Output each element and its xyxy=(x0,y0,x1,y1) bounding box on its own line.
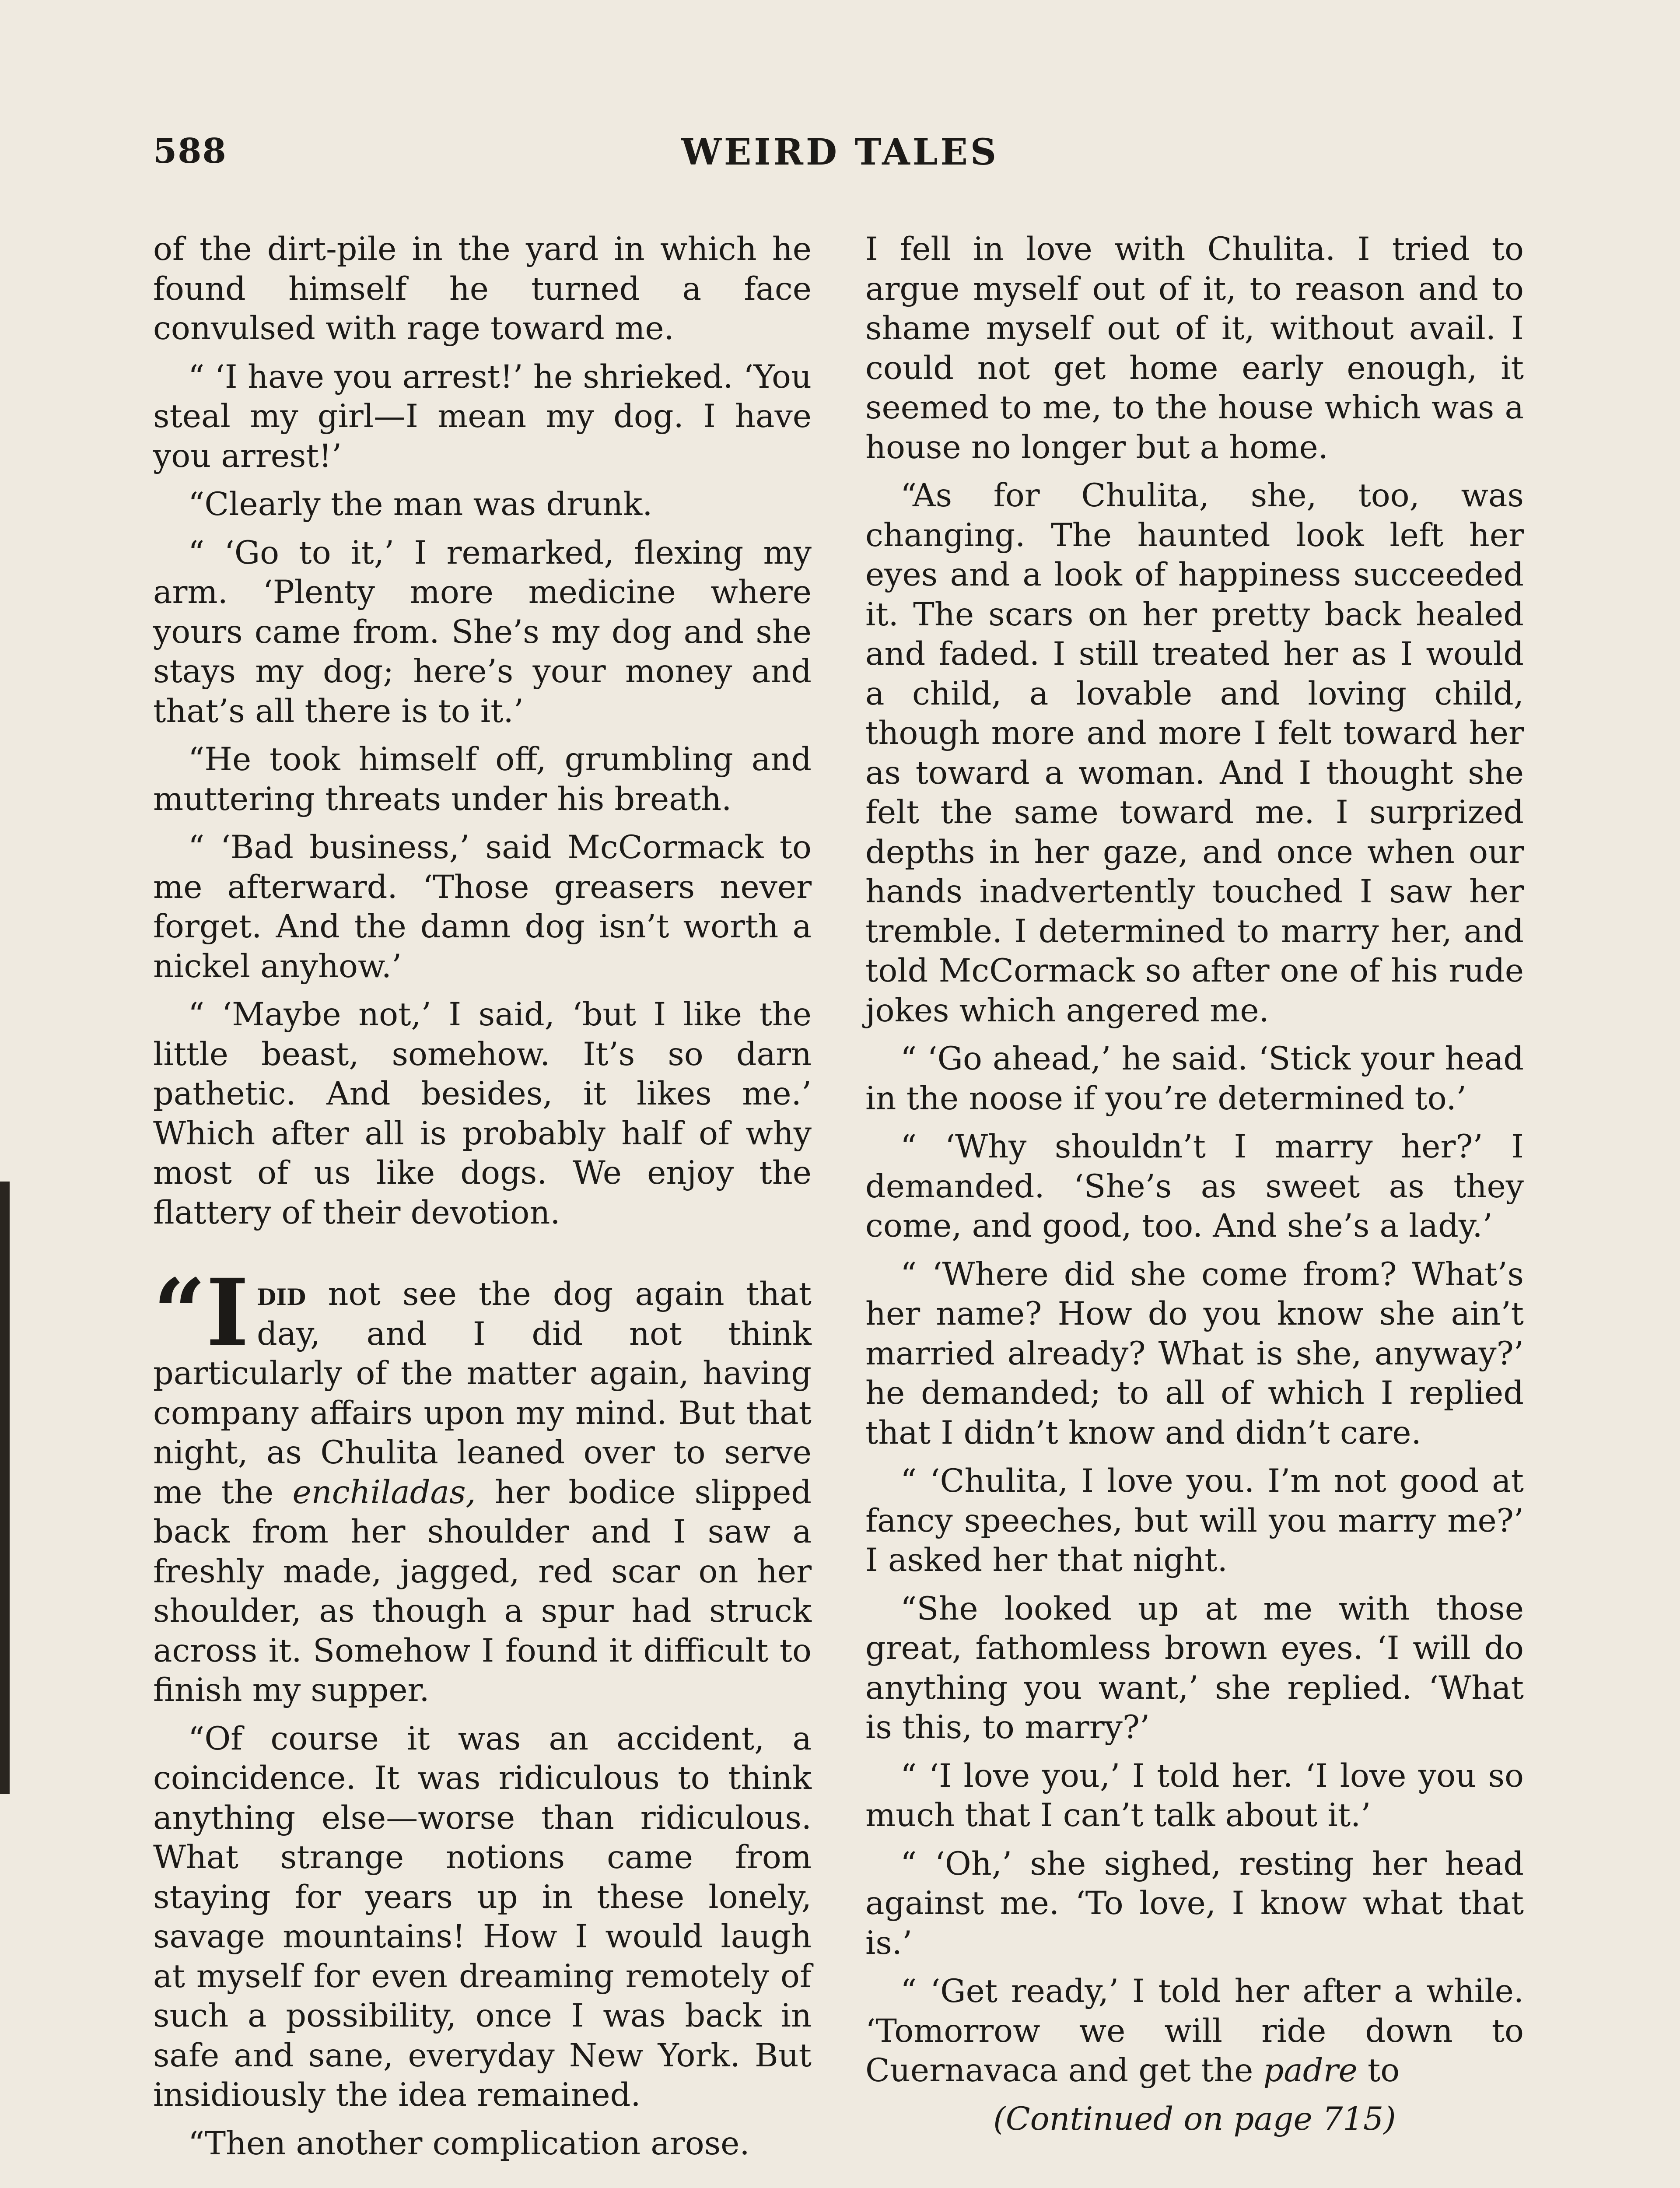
continued-notice: (Continued on page 715) xyxy=(993,2100,1396,2138)
paragraph: “ ‘Get ready,’ I told her after a while. ‘Tomorrow we will ride down to Cuernavaca and get the padre to xyxy=(865,1973,1524,2089)
italic-word: padre xyxy=(1263,2052,1358,2089)
page-number: 588 xyxy=(153,131,227,171)
running-title: WEIRD TALES xyxy=(681,131,999,173)
paragraph: “ ‘Where did she come from? What’s her name? How do you know she ain’t married already? What is she, anyway?’ he demanded; to all of which I replied that I didn’t know and didn’t care. xyxy=(865,1255,1524,1452)
drop-cap: “I xyxy=(153,1259,249,1367)
paragraph: “As for Chulita, she, too, was changing. The haunted look left her eyes and a look of happiness succeeded it. The scars on her pretty back healed and faded. I still treated her as I would a child, a lovable and loving child, though more and more I felt toward her as toward a woman. And I thought she felt the same toward me. I surprized depths in her gaze, and once when our hands inadvertently touched I saw her tremble. I determined to marry her, and told McCormack so after one of his rude jokes which angered me. xyxy=(865,477,1524,1029)
paragraph: “ ‘Bad business,’ said McCormack to me afterward. ‘Those greasers never forget. And the damn dog isn’t worth a nickel anyhow.’ xyxy=(153,829,812,985)
paragraph: “Clearly the man was drunk. xyxy=(188,486,653,523)
section-break xyxy=(153,1241,812,1274)
paragraph: “She looked up at me with those great, fathomless brown eyes. ‘I will do anything you want,’ she replied. ‘What is this, to marry?’ xyxy=(865,1590,1524,1746)
paragraph: “ ‘I love you,’ I told her. ‘I love you so much that I can’t talk about it.’ xyxy=(865,1757,1524,1834)
paragraph: “ ‘Why shouldn’t I marry her?’ I demanded. ‘She’s as sweet as they come, and good, too. And she’s a lady.’ xyxy=(865,1128,1524,1245)
paragraph: “ ‘Maybe not,’ I said, ‘but I like the little beast, somehow. It’s so darn pathetic. And besides, it likes me.’ Which after all is probably half of why most of us like dogs. We enjoy the flattery of their devotion. xyxy=(153,996,812,1231)
paragraph: “Of course it was an accident, a coincidence. It was ridiculous to think anything else—worse than ridiculous. What strange notions came from staying for years up in these lonely, savage mountains! How I would laugh at myself for even dreaming remotely of such a possibility, once I was back in safe and sane, everyday New York. But insidiously the idea remained. xyxy=(153,1720,812,2114)
paragraph: I fell in love with Chulita. I tried to argue myself out of it, to reason and to shame myself out of it, without avail. I could not get home early enough, it seemed to me, to the house which was a house no longer but a home. xyxy=(865,231,1524,466)
paragraph: “ ‘Oh,’ she sighed, resting her head against me. ‘To love, I know what that is.’ xyxy=(865,1845,1524,1962)
paragraph: of the dirt-pile in the yard in which he found himself he turned a face convulsed with rage toward me. xyxy=(153,231,812,347)
paragraph: “Then another complication arose. xyxy=(188,2125,750,2162)
paragraph: “ ‘I have you arrest!’ he shrieked. ‘You steal my girl—I mean my dog. I have you arrest!’ xyxy=(153,358,812,475)
paragraph: “He took himself off, grumbling and muttering threats under his breath. xyxy=(153,741,812,818)
right-column xyxy=(865,230,1524,2148)
page-header xyxy=(153,131,1527,184)
paragraph-dropcap: “I did not see the dog again that day, and I did not think particularly of the matter again, having company affairs upon my mind. But that night, as Chulita leaned over to serve me the enchiladas, her bodice slipped back from her shoulder and I saw a freshly made, jagged, red scar on her shoulder, as though a spur had struck across it. Somehow I found it difficult to finish my supper. xyxy=(153,1259,812,1709)
small-caps-lead: did xyxy=(257,1275,306,1313)
paragraph: “ ‘Go ahead,’ he said. ‘Stick your head in the noose if you’re determined to.’ xyxy=(865,1040,1524,1117)
left-column xyxy=(153,230,812,2172)
paragraph: “ ‘Chulita, I love you. I’m not good at fancy speeches, but will you marry me?’ I asked her that night. xyxy=(865,1462,1524,1579)
paragraph: “ ‘Go to it,’ I remarked, flexing my arm. ‘Plenty more medicine where yours came from. She’s my dog and she stays my dog; here’s your money and that’s all there is to it.’ xyxy=(153,534,812,730)
italic-word: enchiladas, xyxy=(292,1473,476,1511)
page-edge-shadow xyxy=(0,1182,10,1794)
